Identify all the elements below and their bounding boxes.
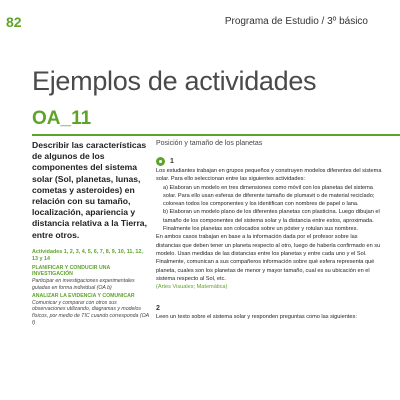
running-head: Programa de Estudio / 3º básico: [224, 16, 368, 27]
page-number: 82: [6, 14, 22, 30]
activity-item-b: b) Elaboran un modelo plano de los diferentes planetas con plasticina. Luego dibujan el tamaño de los componentes del sistema solar y la distancia entre estos, aproximada. Finalmente los planetas son colocados sobre un póster y rotulan sus nombres.: [163, 209, 380, 233]
objective-column: [32, 140, 150, 326]
objective-text: Describir las características de algunos de los componentes del sistema solar (Sol, planetas, lunas, cometas y asteroides) en relación con su tamaño, localización, apariencia y distancia relativa a la Tierra, entre otros.: [32, 140, 147, 240]
subject-link-tag: (Artes Visuales; Matemática): [156, 284, 228, 291]
skill-title: PLANIFICAR Y CONDUCIR UNA INVESTIGACIÓN: [32, 264, 111, 278]
page-title: Ejemplos de actividades: [32, 66, 317, 96]
activity-1-body: [156, 167, 382, 291]
skill-text: Comunicar y comparar con otros sus observaciones utilizando, diagramas y modelos físicos, por medio de TIC cuando corresponda (OA f): [32, 299, 149, 326]
page-header: [0, 0, 400, 40]
skill-title: ANALIZAR LA EVIDENCIA Y COMUNICAR: [32, 293, 135, 300]
objective-code: OA_11: [32, 108, 92, 129]
activity-title: Posición y tamaño de los planetas: [156, 140, 263, 147]
activity-column: [156, 140, 382, 322]
activity-number: 2: [156, 305, 160, 313]
activity-paragraph: En ambos casos trabajan en base a la información dada por el profesor sobre las distancias que deben tener un planeta respecto al otro, luego de haberla confirmado en su modelo. Usan medidas de las distancias entre los planetas y entre cada uno y el Sol.: [156, 234, 381, 257]
skill-text: Participar en investigaciones experimentales guiadas en forma individual (OA b): [32, 278, 135, 291]
activity-intro: Los estudiantes trabajan en grupos pequeños y construyen modelos diferentes del sistema solar. Para ello seleccionan entre las siguientes actividades:: [156, 168, 382, 183]
skill-block: [32, 293, 150, 326]
activity-references: Actividades 1, 2, 3, 4, 5, 6, 7, 8, 9, 10, 11, 12, 13 y 14: [32, 248, 143, 262]
skill-block: [32, 265, 150, 291]
activity-2-body: Leen un texto sobre el sistema solar y responden preguntas como las siguientes:: [156, 314, 357, 321]
link-icon: [156, 157, 165, 166]
activity-item-a: a) Elaboran un modelo en tres dimensiones como móvil con los planetas del sistema solar. Para ello usan esferas de diferente tamaño de plumavit o de material reciclado; colorean todos los componentes y los identifican con nombres de papel o lana.: [163, 184, 375, 208]
section-divider: [32, 134, 400, 136]
activity-1-header: [156, 157, 382, 166]
activity-number: 1: [170, 158, 174, 165]
activity-paragraph: Finalmente, comunican a sus compañeros información sobre qué esfera representa qué planeta, cuales son los planetas de menor y mayor tamaño, cual es su ubicación en el sistema respecto al Sol, etc.: [156, 259, 375, 282]
